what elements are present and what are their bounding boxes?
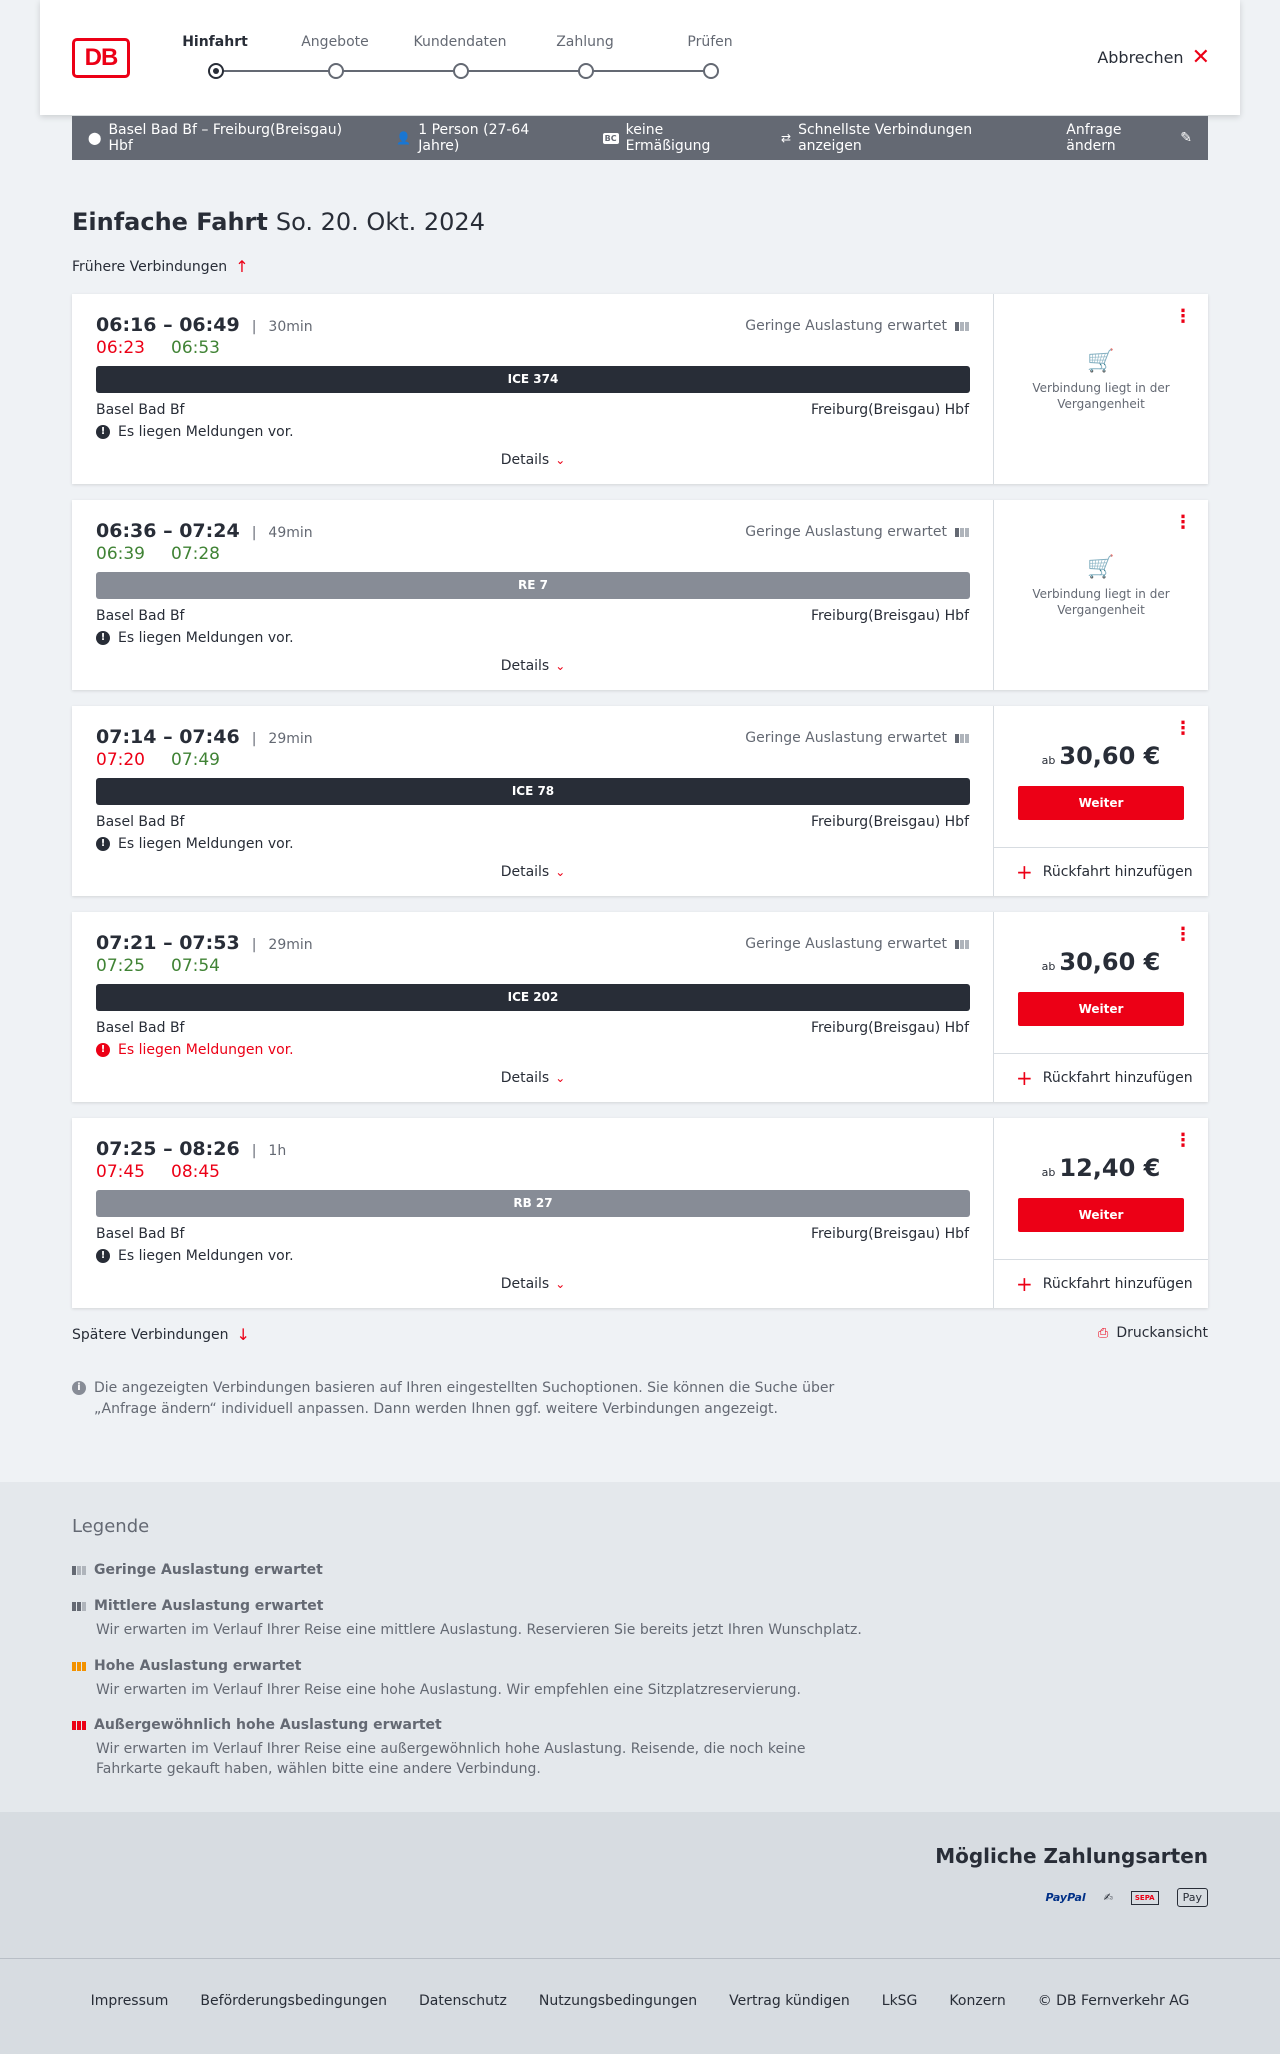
destination-station: Freiburg(Breisgau) Hbf — [810, 814, 969, 830]
origin-station: Basel Bad Bf — [96, 814, 185, 830]
price-value: 30,60 € — [1059, 948, 1161, 976]
occupancy-very-high-icon — [72, 1721, 86, 1730]
add-return-button[interactable] — [994, 1259, 1208, 1308]
occupancy-low-icon — [955, 528, 969, 537]
details-label: Details — [500, 864, 550, 880]
duration: | 29min — [252, 937, 313, 953]
origin-station: Basel Bad Bf — [96, 1020, 185, 1036]
planned-times — [96, 520, 313, 542]
occupancy-text: Geringe Auslastung erwartet — [745, 730, 947, 746]
footer-link-befoerderungsbedingungen[interactable]: Beförderungsbedingungen — [200, 1993, 387, 2009]
legend-item — [72, 1562, 872, 1578]
continue-button[interactable]: Weiter — [1018, 1198, 1184, 1232]
legend-section — [0, 1482, 1280, 1812]
legend-description: Wir erwarten im Verlauf Ihrer Reise eine mittlere Auslastung. Reservieren Sie bereits jetzt Ihren Wunschplatz. — [96, 1622, 862, 1638]
step-label: Angebote — [301, 34, 369, 50]
step-dot — [578, 63, 594, 79]
occupancy-low-icon — [955, 940, 969, 949]
more-options-icon[interactable]: ⋮ — [1174, 512, 1192, 533]
add-return-button[interactable] — [994, 1053, 1208, 1102]
connection-card — [72, 294, 1208, 484]
payment-methods-section — [0, 1812, 1280, 1958]
more-options-icon[interactable]: ⋮ — [1174, 1130, 1192, 1151]
chevron-down-icon: ⌄ — [555, 865, 566, 879]
notice-text: Es liegen Meldungen vor. — [118, 630, 294, 646]
earlier-label: Frühere Verbindungen — [72, 258, 228, 275]
change-request-button[interactable] — [1066, 122, 1192, 154]
legend-item-title — [72, 1562, 872, 1578]
legend-item-title — [72, 1598, 872, 1614]
train-bar[interactable]: RB 27 — [96, 1190, 970, 1217]
notice-text: Es liegen Meldungen vor. — [118, 424, 294, 440]
connection-card — [72, 500, 1208, 690]
realtime-departure: 07:25 — [96, 956, 145, 976]
realtime-times — [96, 750, 220, 770]
price-value: 30,60 € — [1059, 742, 1161, 770]
price-prefix: ab — [1041, 754, 1056, 767]
direct-debit-icon: ✍ — [1103, 1891, 1113, 1904]
chevron-down-icon: ⌄ — [555, 1071, 566, 1085]
past-text: Verbindung liegt in der Vergangenheit — [1032, 381, 1170, 411]
connection-card — [72, 1118, 1208, 1308]
price-prefix: ab — [1041, 960, 1056, 973]
exclamation-icon: ! — [96, 1249, 110, 1263]
continue-button[interactable]: Weiter — [1018, 786, 1184, 820]
step-dot — [703, 63, 719, 79]
step-hinfahrt — [160, 34, 270, 54]
destination-station: Freiburg(Breisgau) Hbf — [810, 402, 969, 418]
person-icon: 👤 — [396, 131, 412, 145]
time-range: 06:16 – 06:49 — [96, 314, 240, 336]
more-options-icon[interactable]: ⋮ — [1174, 718, 1192, 739]
continue-button[interactable]: Weiter — [1018, 992, 1184, 1026]
printer-icon: ⎙ — [1097, 1325, 1109, 1341]
payment-title: Mögliche Zahlungsarten — [935, 1844, 1208, 1868]
occupancy-low-icon — [955, 322, 969, 331]
exclamation-icon: ! — [96, 837, 110, 851]
fastest-summary — [781, 122, 1034, 154]
later-label: Spätere Verbindungen — [72, 1326, 229, 1343]
step-pruefen — [655, 34, 765, 54]
details-toggle[interactable] — [72, 1276, 994, 1292]
info-text: Die angezeigten Verbindungen basieren auf Ihren eingestellten Suchoptionen. Sie können die Suche über „Anfrage ändern“ individuell anpassen. Dann werden Ihnen ggf. weitere Verbindungen angezeigt. — [94, 1380, 835, 1417]
route-text: Basel Bad Bf – Freiburg(Breisgau) Hbf — [108, 122, 343, 154]
planned-times — [96, 726, 313, 748]
discount-text: keine Ermäßigung — [625, 122, 711, 154]
legend-item — [72, 1658, 872, 1700]
apple-pay-icon — [1177, 1888, 1208, 1907]
occupancy-text: Geringe Auslastung erwartet — [745, 524, 947, 540]
step-dot — [453, 63, 469, 79]
progress-steps — [180, 34, 733, 84]
trip-type: Einfache Fahrt — [72, 208, 268, 236]
planned-times — [96, 314, 313, 336]
cart-unavailable-icon: 🛒 — [1087, 555, 1115, 580]
notice — [96, 1248, 294, 1264]
connection-card — [72, 912, 1208, 1102]
print-label: Druckansicht — [1116, 1325, 1208, 1341]
chevron-down-icon: ⌄ — [555, 453, 566, 467]
fastest-text: Schnellste Verbindungen anzeigen — [798, 122, 973, 154]
exclamation-icon: ! — [96, 425, 110, 439]
notice — [96, 630, 294, 646]
past-connection-notice — [994, 349, 1208, 412]
realtime-times — [96, 1162, 220, 1182]
notice-text: Es liegen Meldungen vor. — [118, 836, 294, 852]
add-return-label: Rückfahrt hinzufügen — [1042, 1070, 1193, 1086]
plus-icon: + — [1016, 1272, 1033, 1296]
legend-title: Legende — [72, 1516, 150, 1537]
occupancy-info — [745, 936, 969, 952]
step-dot — [328, 63, 344, 79]
exclamation-icon: ! — [96, 1043, 110, 1057]
swap-arrows-icon: ⇄ — [781, 131, 792, 145]
realtime-times — [96, 544, 220, 564]
realtime-departure: 06:23 — [96, 338, 145, 358]
legend-item-title — [72, 1658, 872, 1674]
price — [994, 948, 1208, 976]
train-bar[interactable]: ICE 374 — [96, 366, 970, 393]
details-toggle[interactable] — [72, 1070, 994, 1086]
origin-station: Basel Bad Bf — [96, 608, 185, 624]
plus-icon: + — [1016, 860, 1033, 884]
price-value: 12,40 € — [1059, 1154, 1161, 1182]
pencil-icon: ✎ — [1180, 130, 1192, 146]
connection-info — [72, 294, 994, 484]
offer-panel — [994, 706, 1208, 896]
paypal-icon: PayPal — [1045, 1891, 1086, 1904]
destination-station: Freiburg(Breisgau) Hbf — [810, 608, 969, 624]
cancel-button[interactable] — [1097, 44, 1210, 70]
occupancy-high-icon — [72, 1662, 86, 1671]
footer-link-nutzungsbedingungen[interactable]: Nutzungsbedingungen — [538, 1993, 698, 2009]
time-range: 06:36 – 07:24 — [96, 520, 240, 542]
time-range: 07:21 – 07:53 — [96, 932, 240, 954]
persons-text: 1 Person (27-64 Jahre) — [418, 122, 530, 154]
route-summary — [88, 122, 364, 154]
notice-text: Es liegen Meldungen vor. — [118, 1248, 294, 1264]
offer-panel — [994, 1118, 1208, 1308]
duration: | 1h — [252, 1143, 287, 1159]
arrow-down-icon: ↓ — [236, 1325, 250, 1344]
legend-item-title — [72, 1717, 872, 1733]
persons-summary — [396, 122, 570, 154]
destination-station: Freiburg(Breisgau) Hbf — [810, 1226, 969, 1242]
info-icon: i — [72, 1381, 86, 1395]
occupancy-info — [745, 318, 969, 334]
footer-links — [0, 1993, 1280, 2009]
payment-icons — [1045, 1888, 1208, 1907]
legend-item — [72, 1598, 872, 1640]
legend-label: Hohe Auslastung erwartet — [94, 1658, 302, 1674]
realtime-times — [96, 338, 220, 358]
more-options-icon[interactable]: ⋮ — [1174, 924, 1192, 945]
step-label: Zahlung — [556, 34, 614, 50]
plus-icon: + — [1016, 1066, 1033, 1090]
add-return-label: Rückfahrt hinzufügen — [1042, 1276, 1193, 1292]
connection-info — [72, 500, 994, 690]
duration: | 29min — [252, 731, 313, 747]
planned-times — [96, 1138, 286, 1160]
notice-warning — [96, 1042, 294, 1058]
past-text: Verbindung liegt in der Vergangenheit — [1032, 587, 1170, 617]
earlier-connections-link[interactable] — [72, 257, 249, 276]
notice — [96, 424, 294, 440]
details-label: Details — [500, 658, 550, 674]
price — [994, 742, 1208, 770]
realtime-arrival: 07:28 — [171, 544, 220, 564]
search-summary-bar — [72, 116, 1208, 160]
details-label: Details — [500, 452, 550, 468]
legend-description: Wir erwarten im Verlauf Ihrer Reise eine außergewöhnlich hohe Auslastung. Reisende, die noch keine Fahrkarte gekauft haben, wählen bitte eine andere Verbindung. — [96, 1741, 806, 1777]
realtime-arrival: 08:45 — [171, 1162, 220, 1182]
footer-link-impressum[interactable]: Impressum — [90, 1993, 169, 2009]
page-title — [72, 208, 485, 236]
occupancy-info — [745, 524, 969, 540]
details-label: Details — [500, 1276, 550, 1292]
apple-pay-label: Pay — [1182, 1891, 1202, 1904]
occupancy-text: Geringe Auslastung erwartet — [745, 936, 947, 952]
footer — [0, 1958, 1280, 2054]
occupancy-low-icon — [72, 1566, 86, 1575]
offer-panel — [994, 912, 1208, 1102]
footer-copyright: © DB Fernverkehr AG — [1037, 1993, 1190, 2009]
arrow-up-icon: ↑ — [235, 257, 249, 276]
footer-link-vertrag-kuendigen[interactable]: Vertrag kündigen — [729, 1993, 850, 2009]
price-prefix: ab — [1041, 1166, 1056, 1179]
legend-label: Geringe Auslastung erwartet — [94, 1562, 323, 1578]
exclamation-icon: ! — [96, 631, 110, 645]
train-bar[interactable]: RE 7 — [96, 572, 970, 599]
offer-panel — [994, 500, 1208, 690]
step-label: Hinfahrt — [182, 34, 248, 50]
legend-item — [72, 1717, 872, 1779]
details-toggle[interactable] — [72, 658, 994, 674]
offer-panel — [994, 294, 1208, 484]
occupancy-text: Geringe Auslastung erwartet — [745, 318, 947, 334]
footer-link-lksg[interactable]: LkSG — [881, 1993, 918, 2009]
legend-description: Wir erwarten im Verlauf Ihrer Reise eine hohe Auslastung. Wir empfehlen eine Sitzplatzreservierung. — [96, 1682, 801, 1698]
realtime-times — [96, 956, 220, 976]
origin-station: Basel Bad Bf — [96, 1226, 185, 1242]
add-return-button[interactable] — [994, 847, 1208, 896]
price — [994, 1154, 1208, 1182]
location-pin-icon: ⬤ — [88, 131, 102, 145]
details-toggle[interactable] — [72, 864, 994, 880]
trip-date: So. 20. Okt. 2024 — [275, 208, 485, 236]
connection-card — [72, 706, 1208, 896]
footer-link-konzern[interactable]: Konzern — [949, 1993, 1006, 2009]
realtime-departure: 06:39 — [96, 544, 145, 564]
step-kundendaten — [405, 34, 515, 54]
discount-summary — [603, 122, 749, 154]
details-label: Details — [500, 1070, 550, 1086]
planned-times — [96, 932, 313, 954]
legend-label: Mittlere Auslastung erwartet — [94, 1598, 324, 1614]
occupancy-low-icon — [955, 734, 969, 743]
step-dot-active — [208, 63, 224, 79]
legend-label: Außergewöhnlich hohe Auslastung erwartet — [94, 1717, 442, 1733]
footer-link-datenschutz[interactable]: Datenschutz — [418, 1993, 507, 2009]
cart-unavailable-icon: 🛒 — [1087, 349, 1115, 374]
header — [40, 0, 1240, 115]
notice-text: Es liegen Meldungen vor. — [118, 1042, 294, 1058]
time-range: 07:25 – 08:26 — [96, 1138, 240, 1160]
duration: | 49min — [252, 525, 313, 541]
step-zahlung — [530, 34, 640, 54]
past-connection-notice — [994, 555, 1208, 618]
print-view-link[interactable] — [1098, 1325, 1208, 1341]
realtime-arrival: 07:49 — [171, 750, 220, 770]
realtime-arrival: 07:54 — [171, 956, 220, 976]
realtime-arrival: 06:53 — [171, 338, 220, 358]
notice — [96, 836, 294, 852]
origin-station: Basel Bad Bf — [96, 402, 185, 418]
cancel-label: Abbrechen — [1097, 48, 1184, 67]
change-label: Anfrage ändern — [1066, 122, 1122, 154]
duration: | 30min — [252, 319, 313, 335]
occupancy-info — [745, 730, 969, 746]
connection-info — [72, 706, 994, 896]
add-return-label: Rückfahrt hinzufügen — [1042, 864, 1193, 880]
db-logo[interactable]: DB — [72, 38, 130, 78]
info-notice — [72, 1378, 852, 1420]
realtime-departure: 07:45 — [96, 1162, 145, 1182]
destination-station: Freiburg(Breisgau) Hbf — [810, 1020, 969, 1036]
details-toggle[interactable] — [72, 452, 994, 468]
realtime-departure: 07:20 — [96, 750, 145, 770]
close-icon: ✕ — [1191, 44, 1210, 70]
step-angebote — [280, 34, 390, 54]
sepa-icon: SEPA — [1131, 1891, 1159, 1905]
chevron-down-icon: ⌄ — [555, 659, 566, 673]
later-connections-link[interactable] — [72, 1325, 250, 1344]
step-label: Kundendaten — [413, 34, 507, 50]
train-bar[interactable]: ICE 78 — [96, 778, 970, 805]
train-bar[interactable]: ICE 202 — [96, 984, 970, 1011]
chevron-down-icon: ⌄ — [555, 1277, 566, 1291]
more-options-icon[interactable]: ⋮ — [1174, 306, 1192, 327]
connection-info — [72, 1118, 994, 1308]
occupancy-medium-icon — [72, 1602, 86, 1611]
connection-info — [72, 912, 994, 1102]
time-range: 07:14 – 07:46 — [96, 726, 240, 748]
bahncard-icon: BC — [604, 133, 617, 143]
step-label: Prüfen — [687, 34, 733, 50]
